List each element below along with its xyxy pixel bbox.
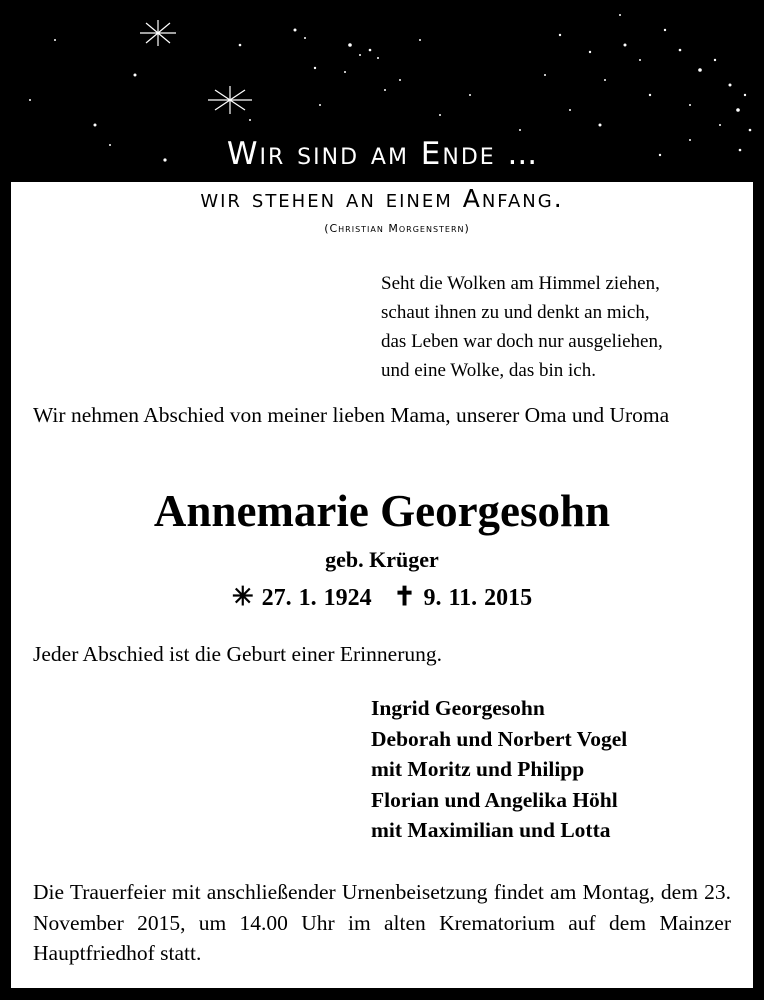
mourner-name: Ingrid Georgesohn	[371, 696, 545, 720]
memorial-saying: Jeder Abschied ist die Geburt einer Erinnerung.	[33, 642, 442, 666]
life-dates	[11, 582, 753, 612]
poem-line: und eine Wolke, das bin ich.	[381, 360, 596, 381]
motto-line-1-dots: ...	[507, 136, 538, 172]
death-date: 9. 11. 2015	[423, 585, 533, 611]
deceased-name: Annemarie Georgesohn	[153, 486, 611, 536]
poem-line: das Leben war doch nur ausgeliehen,	[381, 331, 663, 352]
large-star-icon	[140, 20, 176, 46]
mourner-name: Deborah und Norbert Vogel	[371, 726, 628, 751]
funeral-details: Die Trauerfeier mit anschließender Urnenbeisetzung findet am Montag, dem 23. November 2015, um 14.00 Uhr im alten Krematorium auf dem Mainzer Hauptfriedhof statt.	[33, 880, 731, 965]
motto-line-1-text: Wir sind am Ende	[226, 136, 496, 172]
farewell-intro: Wir nehmen Abschied von meiner lieben Mama, unserer Oma und Uroma	[33, 403, 670, 427]
mourner-name: mit Moritz und Philipp	[371, 757, 585, 781]
motto-line-2: wir stehen an einem Anfang.	[200, 184, 564, 213]
poem-line: Seht die Wolken am Himmel ziehen,	[381, 273, 660, 294]
birth-date: 27. 1. 1924	[261, 585, 372, 611]
large-star-icon	[208, 86, 252, 114]
mourner-name: Florian und Angelika Höhl	[371, 787, 618, 812]
mourners-list	[371, 693, 751, 846]
mourner-name: mit Maximilian und Lotta	[371, 818, 611, 842]
starry-sky-header	[0, 0, 764, 182]
motto-line-1	[0, 136, 764, 172]
death-cross-icon: ✝	[393, 582, 416, 611]
quote-attribution: (Christian Morgenstern)	[324, 222, 470, 235]
birth-asterisk-icon: ✳	[231, 582, 254, 611]
poem-line: schaut ihnen zu und denkt an mich,	[381, 302, 650, 323]
poem	[381, 269, 741, 385]
obituary-panel	[11, 182, 753, 988]
birth-name: geb. Krüger	[325, 547, 439, 572]
